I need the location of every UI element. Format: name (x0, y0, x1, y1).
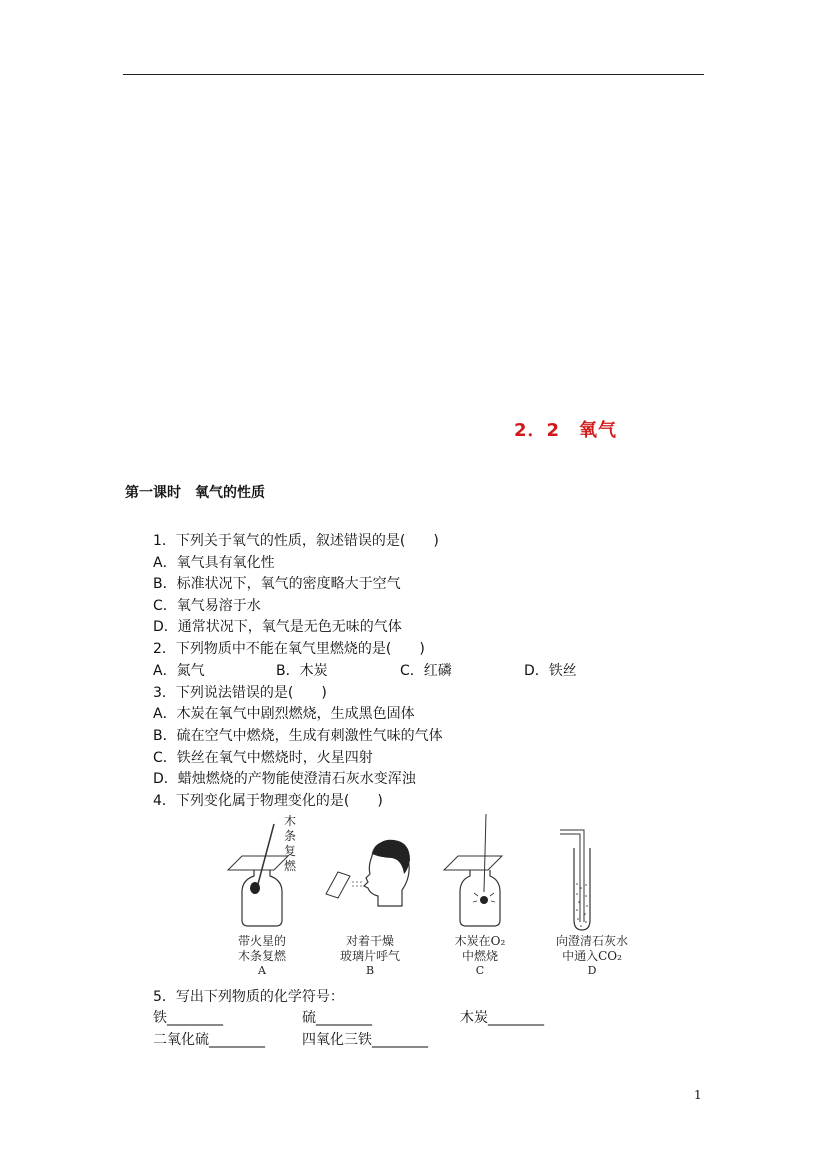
q3-option-d: D．蜡烛燃烧的产物能使澄清石灰水变浑浊 (153, 771, 416, 787)
q5-stem: 5．写出下列物质的化学符号： (153, 989, 344, 1005)
figure-d-test-tube (552, 822, 612, 932)
lesson-subtitle: 第一课时 氧气的性质 (125, 485, 265, 501)
q5-blank-charcoal: 木炭________ (460, 1010, 544, 1026)
q2-option-a: A．氮气 (153, 663, 205, 679)
q1-option-a: A．氧气具有氧化性 (153, 555, 275, 571)
q1-option-b: B．标准状况下，氧气的密度略大于空气 (153, 576, 401, 592)
q5-blank-iron-oxide: 四氧化三铁________ (302, 1032, 428, 1048)
q2-option-b: B．木炭 (276, 663, 328, 679)
figure-b-person-breathing (322, 836, 422, 918)
figure-d-caption-line1: 向澄清石灰水 (555, 934, 628, 948)
q2-option-c: C．红磷 (400, 663, 452, 679)
figure-c-letter: C (475, 964, 485, 977)
figure-a-caption-line2: 木条复燃 (237, 949, 286, 963)
q2-stem: 2．下列物质中不能在氧气里燃烧的是( ) (153, 641, 425, 657)
header-rule (123, 74, 704, 75)
q1-stem: 1．下列关于氧气的性质，叙述错误的是( ) (153, 533, 439, 549)
figure-d-letter: D (587, 964, 597, 977)
q4-stem: 4．下列变化属于物理变化的是( ) (153, 793, 383, 809)
figure-c-caption-line2: 中燃烧 (461, 949, 498, 963)
figure-b-caption-line1: 对着干燥 (345, 934, 394, 948)
q5-blank-iron: 铁________ (153, 1010, 223, 1026)
section-title: 2．2 氧气 (514, 420, 618, 441)
q2-option-d: D．铁丝 (524, 663, 577, 679)
figure-a-letter: A (258, 964, 266, 977)
q1-option-d: D．通常状况下，氧气是无色无味的气体 (153, 619, 402, 635)
figure-a-caption-line1: 带火星的 (237, 934, 286, 948)
page-number: 1 (694, 1088, 702, 1102)
q3-option-c: C．铁丝在氧气中燃烧时，火星四射 (153, 750, 373, 766)
figure-b-letter: B (365, 964, 375, 977)
q5-blank-sulfur: 硫________ (302, 1010, 372, 1026)
q3-option-b: B．硫在空气中燃烧，生成有刺激性气味的气体 (153, 728, 443, 744)
figure-c-charcoal-burning (440, 812, 520, 932)
figure-d-caption-line2: 中通入CO₂ (562, 949, 622, 963)
figure-b-caption-line2: 玻璃片呼气 (339, 949, 400, 963)
figure-a-side-label: 木条复燃 (283, 814, 296, 873)
q3-stem: 3．下列说法错误的是( ) (153, 685, 327, 701)
q3-option-a: A．木炭在氧气中剧烈燃烧，生成黑色固体 (153, 706, 415, 722)
figure-a-bottle-splint (222, 812, 312, 932)
q5-blank-sulfur-dioxide: 二氧化硫________ (153, 1032, 265, 1048)
q1-option-c: C．氧气易溶于水 (153, 598, 261, 614)
figure-c-caption-line1: 木炭在O₂ (454, 934, 506, 948)
